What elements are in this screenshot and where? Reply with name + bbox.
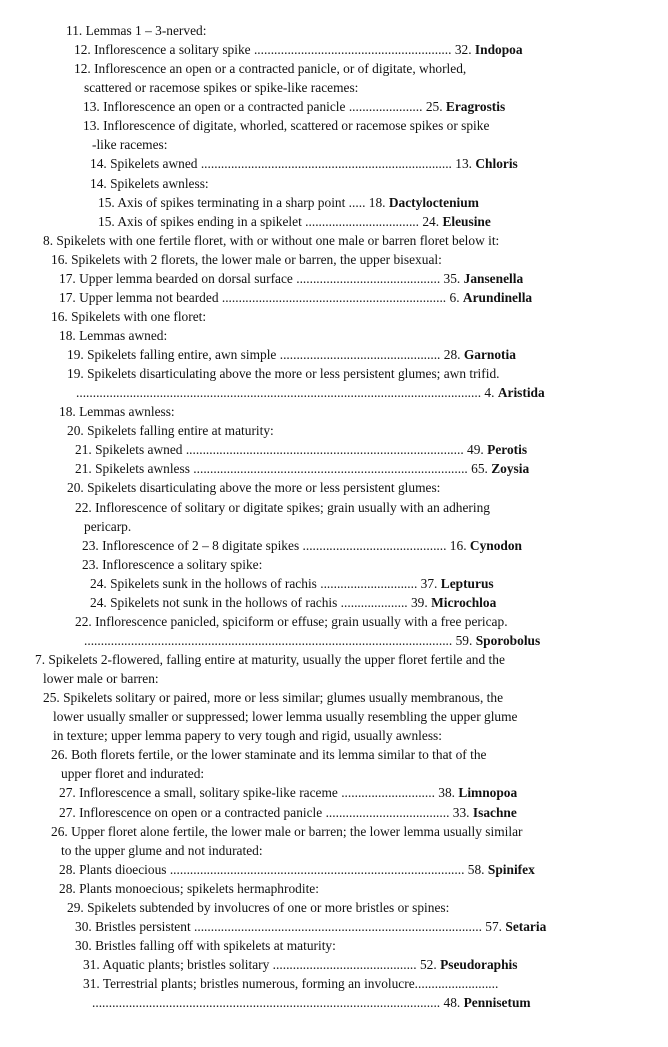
genus-name: Jansenella <box>463 270 524 286</box>
genus-name: Pseudoraphis <box>440 956 518 972</box>
genus-name: Spinifex <box>487 861 535 877</box>
key-line-text: ......................................................................................................................... 4. <box>76 385 495 401</box>
key-line <box>98 214 491 230</box>
key-line-text: 15. Axis of spikes ending in a spikelet .................................. 24. <box>98 213 440 229</box>
key-line <box>83 118 489 134</box>
key-line-text: 18. Lemmas awnless: <box>59 404 175 420</box>
genus-name: Setaria <box>505 918 547 934</box>
genus-name: Chloris <box>475 156 518 172</box>
key-line <box>75 938 336 954</box>
key-line <box>59 881 319 897</box>
key-line <box>43 671 159 687</box>
genus-name: Aristida <box>497 385 545 401</box>
genus-name: Zoysia <box>491 461 530 477</box>
key-line-text: pericarp. <box>84 518 132 534</box>
key-line-text: 30. Bristles persistent ...................................................................................... 57. <box>75 918 503 934</box>
key-line <box>61 766 204 782</box>
key-line <box>51 252 442 268</box>
key-line <box>59 290 532 306</box>
key-line <box>59 785 517 801</box>
genus-name: Arundinella <box>462 289 533 305</box>
key-line-text: 11. Lemmas 1 – 3-nerved: <box>66 23 207 38</box>
key-line <box>61 843 263 859</box>
key-line-text: 14. Spikelets awned ........................................................................... 13. <box>90 156 472 172</box>
key-line-text: 24. Spikelets not sunk in the hollows of rachis .................... 39. <box>90 594 428 610</box>
key-line <box>90 176 209 192</box>
key-line-text: ........................................................................................................ 48. <box>92 995 461 1011</box>
key-line <box>92 137 167 153</box>
key-line-text: 31. Terrestrial plants; bristles numerous, forming an involucre......................... <box>83 976 499 991</box>
key-line-text: 27. Inflorescence on open or a contracted panicle ..................................... 33. <box>59 804 470 820</box>
key-line <box>82 538 522 554</box>
key-line-text: 29. Spikelets subtended by involucres of one or more bristles or spines: <box>67 899 450 915</box>
key-line <box>67 366 500 382</box>
key-line-text: upper floret and indurated: <box>61 766 205 782</box>
key-line <box>83 99 505 115</box>
key-line <box>67 423 274 439</box>
genus-name: Isachne <box>472 804 517 820</box>
key-line-text: .............................................................................................................. 59. <box>84 632 473 648</box>
key-line <box>74 42 523 58</box>
key-line <box>75 500 490 516</box>
key-line-text: 24. Spikelets sunk in the hollows of rachis ............................. 37. <box>90 575 438 591</box>
key-line-text: 26. Both florets fertile, or the lower staminate and its lemma similar to that of the <box>51 747 487 763</box>
genus-name: Pennisetum <box>463 995 531 1011</box>
key-line-text: 13. Inflorescence of digitate, whorled, scattered or racemose spikes or spike <box>83 118 490 134</box>
key-line-text: 21. Spikelets awnless .................................................................................. 65. <box>75 461 488 477</box>
key-line <box>92 995 531 1011</box>
key-line-text: 23. Inflorescence a solitary spike: <box>82 556 263 572</box>
key-line-text: 21. Spikelets awned ................................................................................... 49. <box>75 442 484 458</box>
key-line <box>43 690 503 706</box>
key-line-text: 20. Spikelets disarticulating above the more or less persistent glumes: <box>67 480 441 496</box>
genus-name: Lepturus <box>440 575 494 591</box>
key-line <box>90 156 518 172</box>
key-line <box>75 614 508 630</box>
key-line <box>98 195 479 211</box>
key-line-text: 22. Inflorescence of solitary or digitate spikes; grain usually with an adhering <box>75 499 490 515</box>
key-line-text: 22. Inflorescence panicled, spiciform or effuse; grain usually with a free pericap. <box>75 613 508 629</box>
genus-name: Limnopoa <box>458 785 518 801</box>
key-line-text: 30. Bristles falling off with spikelets at maturity: <box>75 937 336 953</box>
genus-name: Indopoa <box>474 42 523 58</box>
genus-name: Garnotia <box>463 347 516 362</box>
key-line <box>74 61 466 77</box>
key-line <box>53 728 442 744</box>
key-line-text: 16. Spikelets with 2 florets, the lower male or barren, the upper bisexual: <box>51 251 442 267</box>
key-line-text: 7. Spikelets 2-flowered, falling entire at maturity, usually the upper floret fertile and the <box>35 652 505 667</box>
key-line <box>90 576 494 592</box>
key-line <box>51 747 486 763</box>
key-line-text: 20. Spikelets falling entire at maturity: <box>67 423 274 439</box>
key-line <box>51 824 522 840</box>
key-line <box>43 233 499 249</box>
genus-name: Eragrostis <box>445 99 506 115</box>
key-line-text: 19. Spikelets disarticulating above the more or less persistent glumes; awn trifid. <box>67 366 500 382</box>
key-line <box>75 442 527 458</box>
key-line <box>76 385 545 401</box>
key-line <box>75 919 546 935</box>
key-line-text: 12. Inflorescence an open or a contracted panicle, or of digitate, whorled, <box>74 61 467 77</box>
key-line <box>84 519 131 535</box>
genus-name: Sporobolus <box>475 632 541 648</box>
key-line-text: 28. Plants dioecious ........................................................................................ 58. <box>59 861 485 877</box>
key-line-text: 31. Aquatic plants; bristles solitary ........................................... 52. <box>83 956 437 972</box>
key-line <box>59 404 175 420</box>
key-line-text: lower usually smaller or suppressed; lower lemma usually resembling the upper glume <box>53 709 518 725</box>
genus-name: Eleusine <box>442 213 491 229</box>
key-line <box>90 595 496 611</box>
key-line-text: 19. Spikelets falling entire, awn simple ................................................ 28. <box>67 347 461 362</box>
genus-name: Perotis <box>487 442 528 458</box>
key-line-text: 27. Inflorescence a small, solitary spike-like raceme ............................ 38. <box>59 785 456 801</box>
key-line-text: 18. Lemmas awned: <box>59 328 168 343</box>
key-line-text: 25. Spikelets solitary or paired, more or less similar; glumes usually membranous, the <box>43 690 504 706</box>
key-line-text: 26. Upper floret alone fertile, the lower male or barren; the lower lemma usually similar <box>51 823 523 839</box>
key-line-text: 15. Axis of spikes terminating in a sharp point ..... 18. <box>98 194 386 210</box>
key-line-text: lower male or barren: <box>43 671 159 686</box>
key-line-text: 23. Inflorescence of 2 – 8 digitate spikes ........................................... 16. <box>82 537 467 553</box>
key-line <box>59 805 517 821</box>
key-line-text: in texture; upper lemma papery to very tough and rigid, usually awnless: <box>53 728 442 744</box>
key-line <box>83 976 498 992</box>
key-line-text: 16. Spikelets with one floret: <box>51 308 207 324</box>
key-line-text: 12. Inflorescence a solitary spike ........................................................... 32. <box>74 42 472 58</box>
genus-name: Microchloa <box>431 594 497 610</box>
key-line <box>82 557 262 573</box>
key-line <box>35 652 505 668</box>
key-line-text: 28. Plants monoecious; spikelets hermaphrodite: <box>59 880 319 896</box>
key-line <box>59 862 535 878</box>
key-line-text: 13. Inflorescence an open or a contracted panicle ...................... 25. <box>83 99 443 115</box>
key-line-text: to the upper glume and not indurated: <box>61 842 263 858</box>
key-line-text: scattered or racemose spikes or spike-like racemes: <box>84 80 359 96</box>
key-line <box>67 347 516 363</box>
key-line <box>59 328 167 344</box>
key-line <box>75 461 529 477</box>
key-line <box>59 271 523 287</box>
key-line <box>67 900 449 916</box>
key-line <box>66 23 206 39</box>
key-line-text: 14. Spikelets awnless: <box>90 175 209 191</box>
key-line <box>84 80 358 96</box>
key-line-text: -like racemes: <box>92 137 168 153</box>
genus-name: Dactyloctenium <box>388 194 479 210</box>
key-line <box>51 309 206 325</box>
key-line <box>67 480 440 496</box>
key-line <box>84 633 540 649</box>
key-line-text: 17. Upper lemma bearded on dorsal surface ........................................... 35. <box>59 270 461 286</box>
key-line-text: 8. Spikelets with one fertile floret, with or without one male or barren floret below it: <box>43 232 500 248</box>
key-line <box>53 709 517 725</box>
key-line-text: 17. Upper lemma not bearded ................................................................... 6. <box>59 289 460 305</box>
genus-name: Cynodon <box>469 537 523 553</box>
key-line <box>83 957 517 973</box>
